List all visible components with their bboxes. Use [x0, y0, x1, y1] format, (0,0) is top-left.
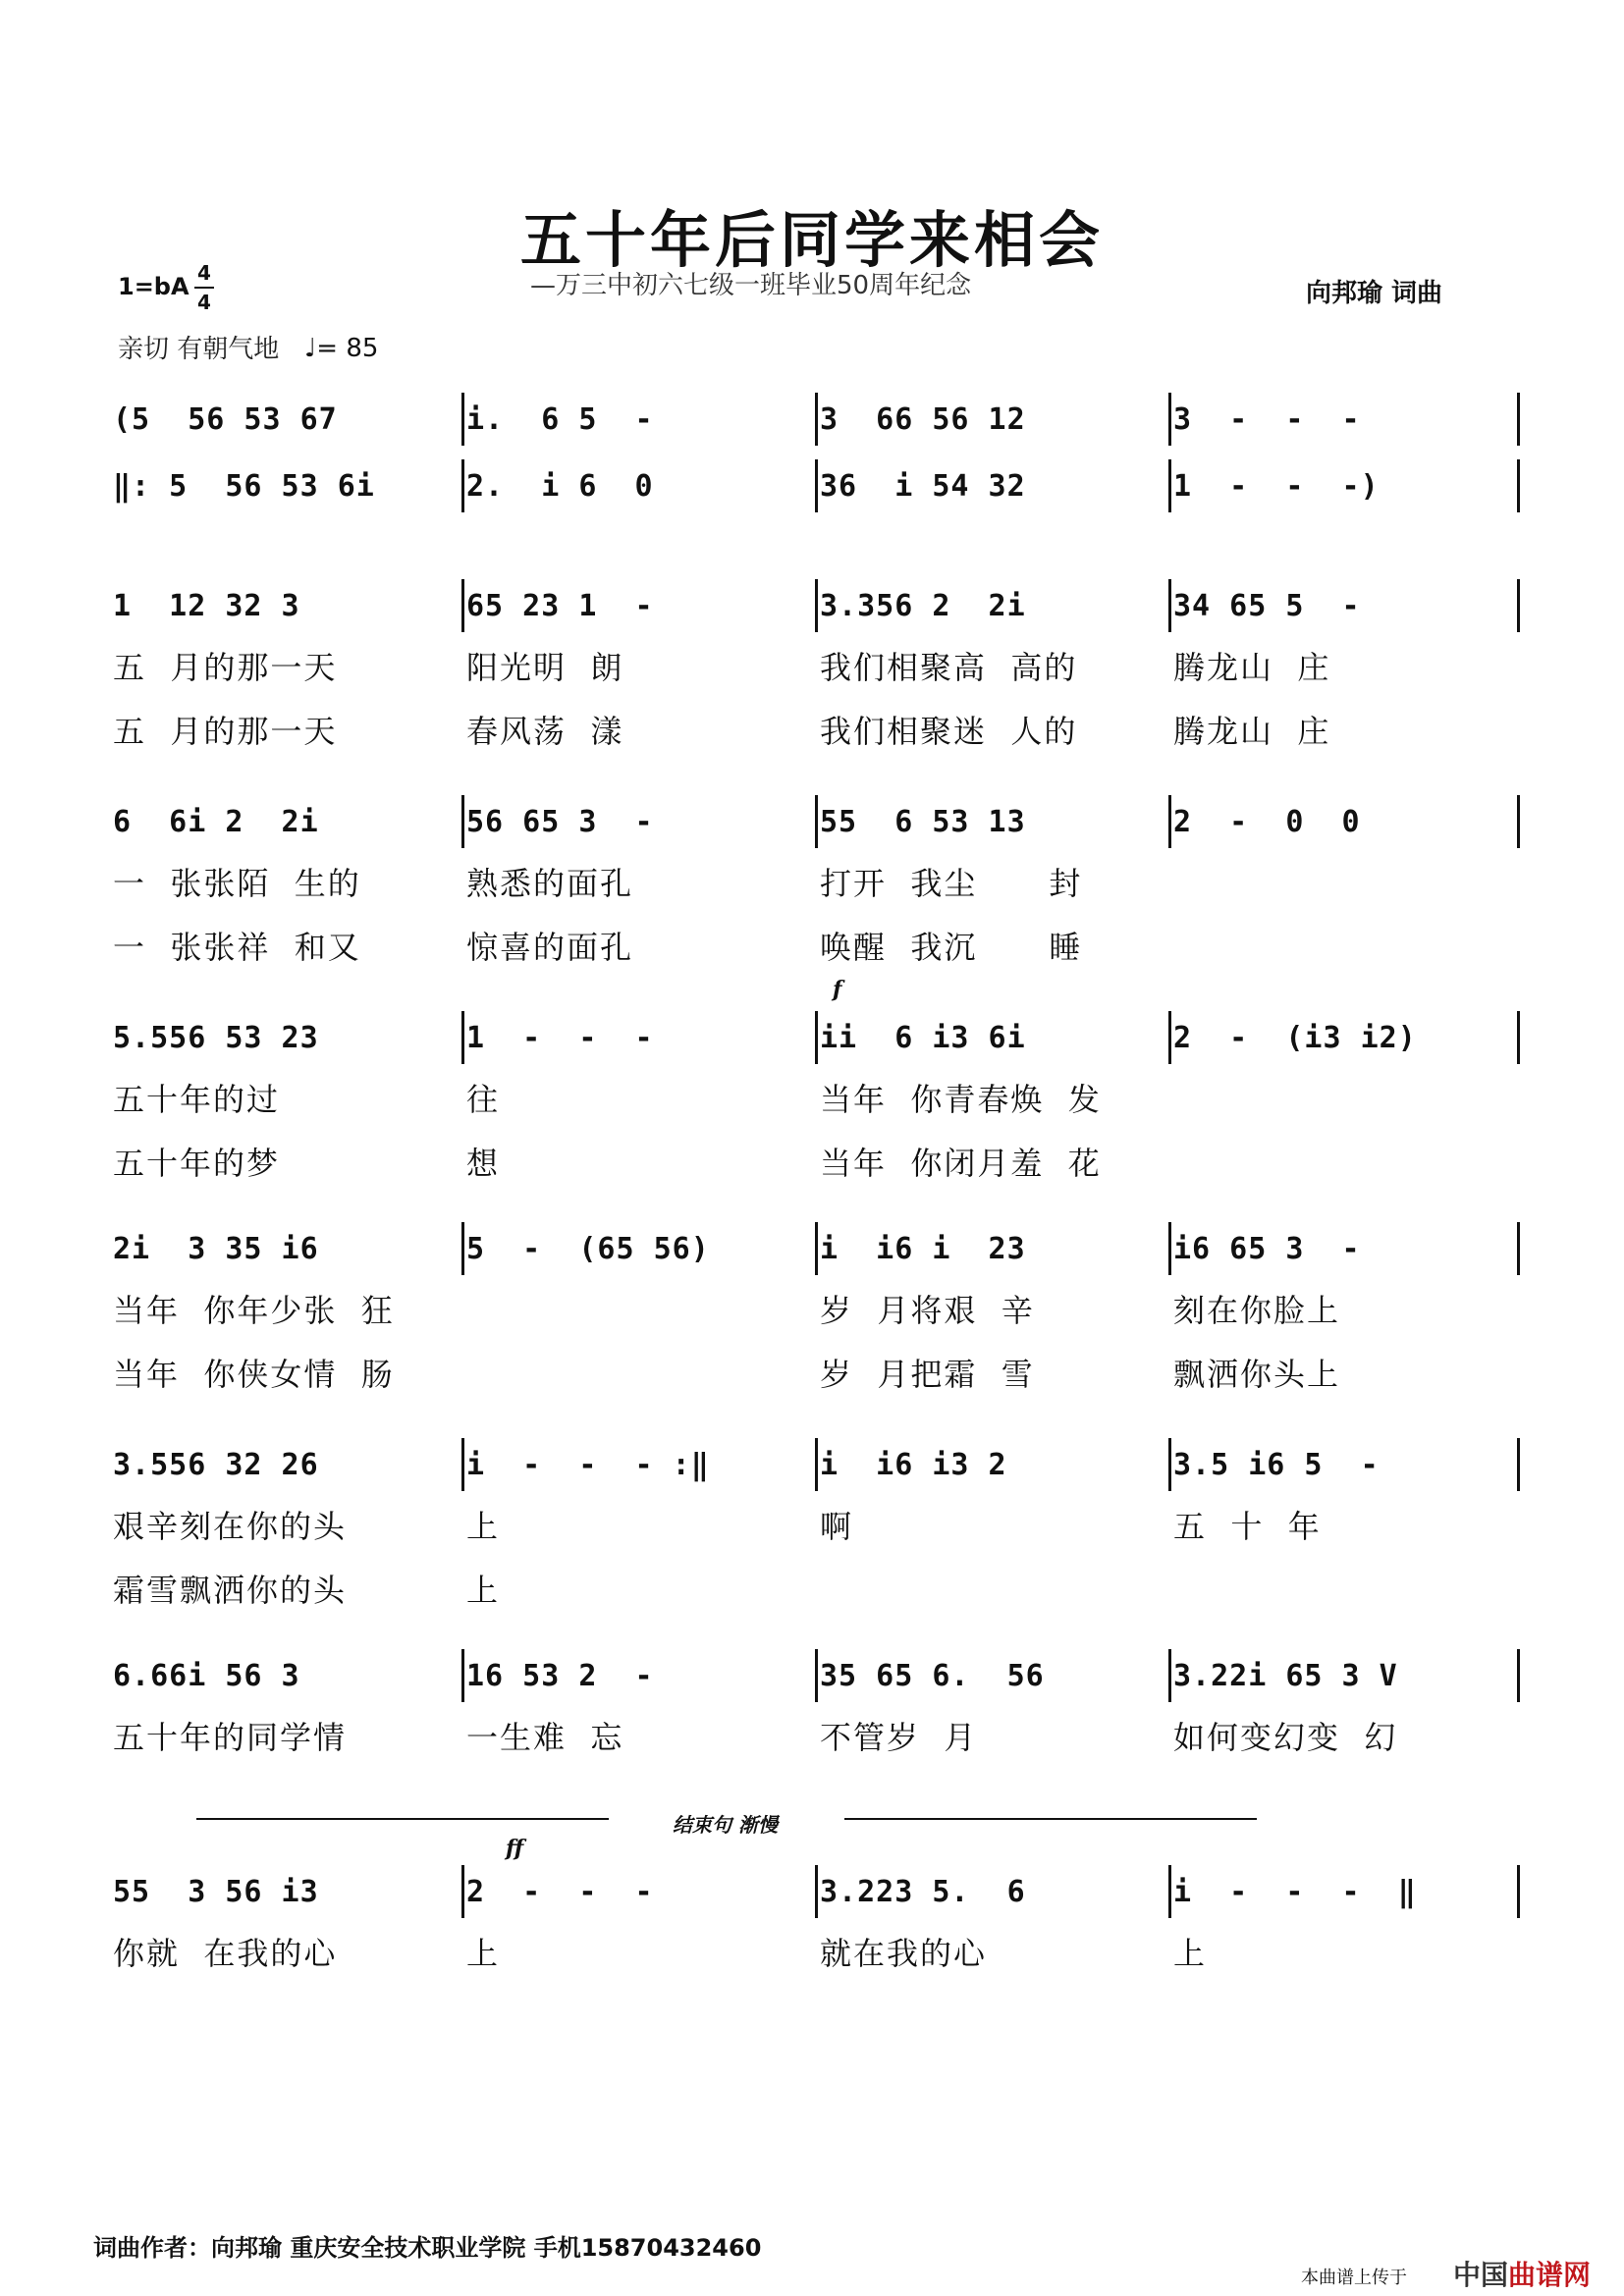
measure-notes: 6.66i 56 3: [113, 1659, 300, 1693]
lyric-verse-1: 上: [1173, 1935, 1208, 1972]
bar-line: [1517, 1011, 1520, 1064]
lyric-verse-1: 你就 在我的心: [113, 1935, 338, 1972]
dynamic-forte: f: [833, 977, 842, 1002]
subtitle: —万三中初六七级一班毕业50周年纪念: [530, 271, 972, 300]
tempo-marking: 亲切 有朝气地: [118, 335, 280, 364]
key-signature: 1=bA: [118, 273, 189, 300]
measure-notes: 3 66 56 12: [820, 402, 1026, 437]
lyric-verse-2: 唤醒 我沉 睡: [820, 929, 1083, 966]
bar-line: [815, 579, 818, 632]
measure-notes: 2 - (i3 i2): [1173, 1021, 1417, 1055]
measure-notes: i i6 i 23: [820, 1232, 1026, 1266]
bar-line: [461, 393, 464, 446]
measure-notes: i - - - :‖: [466, 1448, 710, 1482]
lyric-verse-1: 岁 月将艰 辛: [820, 1292, 1035, 1329]
bar-line: [461, 1865, 464, 1918]
measure-notes: i i6 i3 2: [820, 1448, 1007, 1482]
lyric-verse-2: 春风荡 漾: [466, 713, 624, 750]
lyric-verse-1: 啊: [820, 1508, 854, 1545]
bar-line: [461, 459, 464, 512]
footer-credit: 词曲作者：向邦瑜 重庆安全技术职业学院 手机15870432460: [93, 2234, 762, 2262]
lyric-verse-1: 一 张张陌 生的: [113, 865, 361, 902]
lyric-verse-1: 上: [466, 1935, 501, 1972]
bar-line: [461, 1649, 464, 1702]
measure-notes: 1 - - -: [466, 1021, 654, 1055]
measure-notes: 2 - 0 0: [1173, 805, 1361, 839]
lyric-verse-1: 当年 你青春焕 发: [820, 1081, 1102, 1118]
measure-notes: 55 3 56 i3: [113, 1875, 319, 1909]
bar-line: [1517, 1865, 1520, 1918]
lyric-verse-2: 一 张张祥 和又: [113, 929, 361, 966]
bar-line: [1517, 459, 1520, 512]
measure-notes: 1 - - -): [1173, 469, 1380, 504]
bar-line: [1517, 393, 1520, 446]
lyric-verse-1: 五十年的同学情: [113, 1719, 348, 1756]
measure-notes: 35 65 6. 56: [820, 1659, 1045, 1693]
bar-line: [461, 1438, 464, 1491]
lyric-verse-1: 打开 我尘 封: [820, 865, 1083, 902]
measure-notes: 56 65 3 -: [466, 805, 654, 839]
measure-notes: 65 23 1 -: [466, 589, 654, 623]
lyric-verse-1: 如何变幻变 幻: [1173, 1719, 1398, 1756]
bar-line: [1168, 1649, 1171, 1702]
lyric-verse-1: 我们相聚高 高的: [820, 649, 1078, 686]
bar-line: [1168, 1011, 1171, 1064]
measure-notes: 3.22i 65 3 V: [1173, 1659, 1398, 1693]
measure-notes: ii 6 i3 6i: [820, 1021, 1026, 1055]
time-signature-bottom: 4: [197, 291, 211, 314]
bar-line: [1168, 1222, 1171, 1275]
lyric-verse-1: 当年 你年少张 狂: [113, 1292, 395, 1329]
lyric-verse-2: 当年 你闭月羞 花: [820, 1145, 1102, 1182]
measure-notes: ‖: 5 56 53 6i: [113, 469, 375, 504]
logo-name: 曲谱网: [1508, 2259, 1592, 2291]
lyric-verse-2: 飘洒你头上: [1173, 1356, 1341, 1393]
lyric-verse-1: 腾龙山 庄: [1173, 649, 1331, 686]
measure-notes: 3.556 32 26: [113, 1448, 319, 1482]
lyric-verse-2: 上: [466, 1572, 501, 1609]
ritardando-line: [844, 1818, 1257, 1820]
bar-line: [1168, 579, 1171, 632]
bar-line: [461, 1222, 464, 1275]
dynamic-fortissimo: ff: [506, 1836, 524, 1861]
lyric-verse-1: 阳光明 朗: [466, 649, 624, 686]
measure-notes: 2 - - -: [466, 1875, 654, 1909]
bar-line: [461, 579, 464, 632]
bar-line: [815, 1011, 818, 1064]
lyric-verse-2: 五 月的那一天: [113, 713, 338, 750]
measure-notes: i6 65 3 -: [1173, 1232, 1361, 1266]
measure-notes: 2i 3 35 i6: [113, 1232, 319, 1266]
lyric-verse-1: 熟悉的面孔: [466, 865, 634, 902]
ending-marking: 结束句 渐慢: [673, 1813, 778, 1837]
measure-notes: 3 - - -: [1173, 402, 1361, 437]
bar-line: [1168, 459, 1171, 512]
measure-notes: 2. i 6 0: [466, 469, 654, 504]
measure-notes: i. 6 5 -: [466, 402, 654, 437]
lyric-verse-2: 当年 你侠女情 肠: [113, 1356, 395, 1393]
crescendo-line: [196, 1818, 609, 1820]
measure-notes: 6 6i 2 2i: [113, 805, 319, 839]
measure-notes: 1 12 32 3: [113, 589, 300, 623]
lyric-verse-1: 五十年的过: [113, 1081, 281, 1118]
measure-notes: 36 i 54 32: [820, 469, 1026, 504]
upload-note: 本曲谱上传于: [1301, 2268, 1407, 2288]
page-title: 五十年后同学来相会: [519, 204, 1104, 276]
lyric-verse-1: 就在我的心: [820, 1935, 988, 1972]
measure-notes: 34 65 5 -: [1173, 589, 1361, 623]
time-signature-divider: [194, 287, 214, 289]
measure-notes: 5.556 53 23: [113, 1021, 319, 1055]
author-credit: 向邦瑜 词曲: [1306, 279, 1443, 308]
measure-notes: 3.356 2 2i: [820, 589, 1026, 623]
lyric-verse-2: 想: [466, 1145, 501, 1182]
lyric-verse-1: 一生难 忘: [466, 1719, 624, 1756]
bar-line: [1168, 795, 1171, 848]
lyric-verse-1: 往: [466, 1081, 501, 1118]
bar-line: [815, 795, 818, 848]
bar-line: [1168, 393, 1171, 446]
lyric-verse-1: 上: [466, 1508, 501, 1545]
lyric-verse-1: 五 月的那一天: [113, 649, 338, 686]
bar-line: [1517, 795, 1520, 848]
bar-line: [815, 393, 818, 446]
tempo-value: ♩= 85: [304, 334, 379, 363]
bar-line: [815, 1649, 818, 1702]
measure-notes: (5 56 53 67: [113, 402, 338, 437]
time-signature-top: 4: [197, 261, 211, 285]
measure-notes: 55 6 53 13: [820, 805, 1026, 839]
site-logo[interactable]: [1453, 2254, 1591, 2293]
measure-notes: 5 - (65 56): [466, 1232, 710, 1266]
lyric-verse-1: 五 十 年: [1173, 1508, 1322, 1545]
lyric-verse-1: 艰辛刻在你的头: [113, 1508, 348, 1545]
bar-line: [815, 1438, 818, 1491]
bar-line: [815, 459, 818, 512]
lyric-verse-1: 刻在你脸上: [1173, 1292, 1341, 1329]
bar-line: [1168, 1438, 1171, 1491]
bar-line: [461, 795, 464, 848]
bar-line: [1517, 1438, 1520, 1491]
lyric-verse-2: 岁 月把霜 雪: [820, 1356, 1035, 1393]
bar-line: [1517, 1649, 1520, 1702]
measure-notes: i - - - ‖: [1173, 1875, 1417, 1909]
bar-line: [815, 1222, 818, 1275]
logo-cn: 中国: [1453, 2259, 1509, 2291]
bar-line: [1168, 1865, 1171, 1918]
lyric-verse-2: 霜雪飘洒你的头: [113, 1572, 348, 1609]
bar-line: [461, 1011, 464, 1064]
bar-line: [1517, 579, 1520, 632]
bar-line: [815, 1865, 818, 1918]
measure-notes: 3.223 5. 6: [820, 1875, 1026, 1909]
measure-notes: 3.5 i6 5 -: [1173, 1448, 1380, 1482]
lyric-verse-2: 腾龙山 庄: [1173, 713, 1331, 750]
measure-notes: 16 53 2 -: [466, 1659, 654, 1693]
bar-line: [1517, 1222, 1520, 1275]
lyric-verse-1: 不管岁 月: [820, 1719, 978, 1756]
lyric-verse-2: 五十年的梦: [113, 1145, 281, 1182]
lyric-verse-2: 惊喜的面孔: [466, 929, 634, 966]
lyric-verse-2: 我们相聚迷 人的: [820, 713, 1078, 750]
